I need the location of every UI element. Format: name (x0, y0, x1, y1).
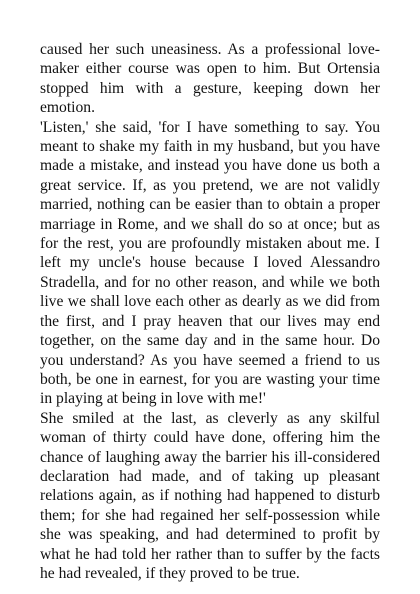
paragraph-1: caused her such uneasiness. As a professional love-maker either course was open to him. But Ortensia stopped him with a gesture, keeping down her emotion. (40, 41, 380, 117)
page-text (40, 40, 380, 583)
paragraph-3: She smiled at the last, as cleverly as any skilful woman of thirty could have done, offering him the chance of laughing away the barrier his ill-considered declaration had made, and of taking up pleasant relations again, as if nothing had happened to disturb them; for she had regained her self-possession while she was speaking, and had determined to profit by what he had told her rather than to suffer by the facts he had revealed, if they proved to be true. (40, 409, 380, 582)
paragraph-2: 'Listen,' she said, 'for I have something to say. You meant to shake my faith in my husband, but you have made a mistake, and instead you have done us both a great service. If, as you pretend, we are not validly married, nothing can be easier than to obtain a proper marriage in Rome, and we shall do so at once; but as for the rest, you are profoundly mistaken about me. I left my uncle's house because I loved Alessandro Stradella, and for no other reason, and while we both live we shall love each other as dearly as we did from the first, and I pray heaven that our lives may end together, on the same day and in the same hour. Do you understand? As you have seemed a friend to us both, be one in earnest, for you are wasting your time in playing at being in love with me!' (40, 118, 380, 408)
